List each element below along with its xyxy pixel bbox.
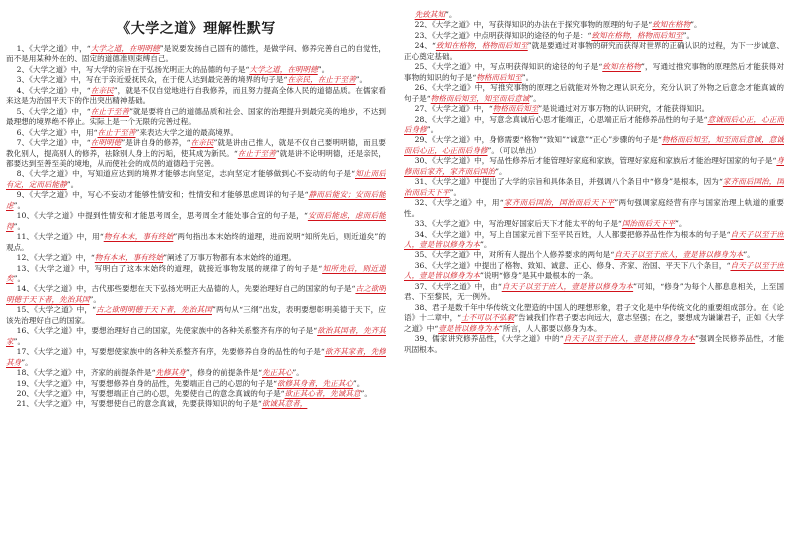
question-item [404, 31, 784, 41]
answer-text: 大学之道，在明明德 [90, 44, 160, 53]
question-text: 、《大学之道》中，写知道应达到的境界才能够志向坚定，志向坚定才能够做到心不妄动的句子是“ [21, 169, 355, 179]
question-item [6, 65, 386, 75]
answer-text: 国治而后天下平 [621, 219, 675, 229]
question-item [404, 83, 784, 104]
question-item [404, 156, 784, 177]
question-text: 、君子是数千年中华传统文化塑造的中国人的理想形象，君子文化是中华传统文化的重要组成部分。在《论语》十二章中，“ [404, 302, 784, 323]
question-text: ”。 [743, 250, 755, 260]
question-item [6, 138, 386, 169]
question-text: ”。 [682, 30, 695, 40]
question-text: 、《大学之道》中，写上自国家元首下至平民百姓，人人都要把修养品性作为根本的句子是“ [424, 229, 731, 239]
question-item [404, 334, 784, 355]
question-number: 18 [16, 368, 27, 378]
answer-text: 在明明德 [90, 138, 122, 148]
question-text: 、《大学之道》中，“ [424, 104, 493, 114]
right-column [404, 0, 784, 560]
answer-text: 在止于至善 [97, 127, 136, 137]
answer-text: 物有本末，事有终始 [94, 253, 164, 263]
question-text: 、《大学之道》中，写要想修养自身的品性，先要端正自己的心思的句子是“ [26, 378, 277, 388]
question-text: ”。 [521, 72, 534, 82]
question-item [6, 389, 386, 399]
question-number: 16 [16, 326, 27, 336]
question-text: ”。 [13, 336, 26, 346]
answer-text: 物格而后知至 [492, 104, 539, 114]
question-text: ”可知，“修身”为每个人都息息相关，上至国君、下至黎民，无一例外。 [404, 281, 784, 302]
question-number: 33 [414, 219, 425, 229]
question-text: ”。 [690, 20, 702, 30]
answer-text: 自天子以至于庶人，壹是皆以修身为本 [501, 281, 634, 291]
question-text: ”。 [317, 64, 330, 74]
question-number: 15 [16, 305, 27, 315]
question-text: ”。 [445, 10, 457, 19]
question-text: ”是说通过对万事万物的认识研究，才能获得知识。 [538, 104, 710, 114]
question-item [404, 41, 784, 62]
question-number: 6 [16, 127, 22, 137]
question-text: 、《大学之道》中点明获得知识的途径的句子是：“ [424, 30, 592, 40]
answer-text: 物格而后知至，知至而后意诚 [430, 93, 530, 103]
question-text: 、儒家讲究修养品性，《大学之道》中的“ [424, 334, 564, 344]
question-number: 38 [414, 302, 425, 312]
question-text: 、《大学之道》中，写点明获得知识的途径的句子是“ [424, 62, 603, 72]
answer-text: 先正其心 [261, 368, 293, 378]
question-number: 9 [16, 190, 22, 200]
answer-text: 在亲民，在止于至善 [287, 75, 356, 85]
answer-text: 欲治其国者，先齐其家 [6, 326, 386, 346]
question-text: 、《大学之道》中，写意念真诚后心思才能端正，心思端正后才能修养品性的句子是“ [424, 114, 708, 124]
question-text: ”。 [495, 166, 507, 176]
question-number: 1 [16, 44, 22, 53]
question-text: 、《大学之道》中提出了大学的宗旨和具体条目，并强调八个条目中“修身”是根本，因为“ [424, 177, 723, 187]
question-item [404, 135, 784, 156]
question-number: 5 [16, 106, 22, 116]
answer-text: 壹是皆以修身为本 [438, 323, 500, 333]
question-text: 、《大学之道》中提出了格物、致知、诚意、正心、修身、齐家、治国、平天下八个条目，“ [424, 260, 731, 270]
question-text: 、“ [424, 41, 436, 51]
question-text: 、《大学之道》中，写明白了这本末始终的道理，就接近事物发展的规律了的句子是“ [26, 263, 323, 273]
question-item [6, 128, 386, 138]
question-text: ”。 [292, 368, 304, 378]
answer-text: 物格而后知至 [476, 72, 522, 82]
question-number: 14 [16, 284, 27, 294]
answer-text: 欲修其身者，先正其心 [276, 378, 353, 388]
question-item [404, 250, 784, 260]
question-item [404, 219, 784, 229]
question-number: 25 [414, 62, 425, 72]
question-item [6, 44, 386, 65]
answer-text: 在止于至善 [90, 106, 130, 116]
answer-text: 先修其身 [155, 368, 186, 378]
question-number: 22 [414, 20, 425, 30]
question-text: ”。 [360, 388, 372, 398]
answer-text: 物有本末，事有终始 [103, 232, 174, 242]
question-text: ”。 [21, 357, 33, 367]
question-number: 20 [16, 388, 27, 398]
question-number: 12 [16, 253, 27, 263]
question-text: ”所言，人人都要以修身为本。 [499, 323, 602, 333]
left-question-list [6, 44, 386, 410]
question-text: 、《大学之道》中，身修需要“格物”“致知”“诚意”“正心”步骤的句子是“ [424, 135, 662, 145]
question-text: ”。 [355, 75, 368, 85]
question-item [6, 264, 386, 285]
question-text: 、《大学之道》中，写推究事物的原理之后就能对外物之理认识充分，充分认识了外物之后意念才能真诚的句子是“ [404, 83, 784, 103]
question-text: 、《大学之道》中，写治理好国家后天下才能太平的句子是“ [424, 219, 622, 229]
question-text: 、《大学之道》中，“ [21, 85, 91, 95]
question-item [404, 62, 784, 83]
answer-text: 身修而后家齐，家齐而后国治 [404, 156, 784, 176]
answer-text: 自天子以至于庶人，壹是皆以修身为本 [563, 334, 696, 344]
question-text: ”是说要发扬自己固有的德性，是做学问、修养完善自己的自觉性，而不是用某种外在的、固定的道德准则束缚自己。 [6, 44, 386, 64]
answer-text: 自天子以至于庶人，壹是皆以修身为本 [614, 250, 744, 260]
question-text: ”。 [66, 179, 79, 189]
question-number: 3 [16, 75, 22, 85]
question-number: 30 [414, 156, 425, 166]
answer-text: 欲诚其意者， [261, 399, 308, 409]
question-number: 27 [414, 104, 425, 114]
question-text: 、《大学之道》中，写要想端正自己的心思，先要使自己的意念真诚的句子是“ [26, 388, 285, 398]
question-continuation [404, 10, 784, 20]
question-number: 8 [16, 169, 22, 179]
answer-text: 欲正其心者，先诚其意 [284, 388, 361, 398]
answer-text: 致知在格物 [602, 62, 642, 72]
question-text: ”，写通过推究事物的原理然后才能获得对事物的知识的句子是“ [404, 62, 784, 82]
question-number: 7 [16, 138, 22, 148]
question-text: 、《大学之道》中，写要想使家族中的各种关系整齐有序，先要修养自身的品性的句子是“ [26, 347, 325, 357]
question-text: ”两句强调家庭经营有序与国家治理上轨道的重要性。 [404, 198, 784, 218]
question-number: 21 [16, 399, 27, 409]
answer-text: 自天子以至于庶人，壹是皆以修身为本 [404, 229, 784, 249]
question-text: 、《大学之道》中，用“ [21, 127, 98, 137]
answer-text: 自天子以至于庶人，壹是皆以修身为本 [404, 260, 784, 281]
question-number: 10 [16, 211, 27, 221]
answer-text: 在亲民 [90, 85, 114, 95]
question-text: 、《大学之道》中，用“ [26, 232, 104, 242]
answer-text: 家齐而后国治，国治而后天下平 [404, 177, 784, 197]
question-item [6, 326, 386, 347]
question-text: 、《大学之道》中，由“ [424, 281, 502, 291]
question-text: 、《大学之道》中，古代那些要想在天下弘扬光明正大品德的人，先要治理好自己的国家的句子是“ [26, 284, 356, 294]
question-item [6, 399, 386, 409]
answer-text: 安而后能虑，虑而后能得 [6, 211, 386, 231]
question-text: 、《大学之道》中，“ [26, 253, 95, 263]
question-text: 、《大学之道》中，要想治理好自己的国家，先使家族中的各种关系整齐有序的句子是“ [26, 326, 318, 336]
question-text: ”。 [13, 273, 26, 283]
question-text: ”就是讲不论明明德，还是亲民，都要达到至善至美的境地，从而使社会的成员的道德趋于完善。 [6, 148, 386, 168]
question-text: ”来表达大学之道的最高境界。 [135, 127, 239, 137]
question-number: 2 [16, 64, 22, 74]
question-item [6, 284, 386, 305]
question-text: ”强调全民修养品性，才能巩固根本。 [404, 334, 784, 354]
question-number: 4 [16, 85, 22, 95]
question-item [404, 115, 784, 136]
question-text: 、《大学之道》中，齐家的前提条件是“ [26, 368, 156, 378]
question-number: 32 [414, 198, 425, 208]
question-text: 、《大学之道》中，写要想使自己的意念真诚，先要获得知识的句子是“ [26, 399, 262, 409]
answer-text: 知止而后有定，定而后能静 [6, 169, 386, 189]
answer-text: 古之欲明明德于天下者，先治其国 [96, 305, 212, 315]
question-text: ”告诫我们作君子要志向远大，意志坚强；在之，要想成为谦谦君子，正如《大学之道》中“ [404, 313, 784, 333]
question-item [404, 261, 784, 282]
right-question-list [404, 20, 784, 355]
question-number: 36 [414, 260, 425, 270]
question-item [6, 253, 386, 263]
answer-text: 大学之道，在明明德 [249, 64, 318, 74]
question-text: 、《大学之道》中，“ [21, 44, 91, 53]
question-item [6, 347, 386, 368]
page-title: 《大学之道》理解性默写 [116, 21, 276, 37]
question-item [6, 305, 386, 326]
answer-text: 士不可以不弘毅 [461, 313, 515, 323]
question-number: 13 [16, 263, 27, 273]
question-text: ”就是要将自己的道德品质和社会、国家的治理提升到最完美的地步，不达到最理想的境界绝不停止。实际上是一个无限的完善过程。 [6, 106, 386, 127]
question-item [6, 75, 386, 85]
question-item [404, 177, 784, 198]
question-number: 23 [414, 30, 425, 40]
question-number: 19 [16, 378, 27, 388]
question-text: ”。 [13, 221, 26, 231]
answer-text: 家齐而后国治，国治而后天下平 [503, 198, 615, 208]
question-text: ”，就是不仅自觉地进行自我修养，而且努力提高全体人民的道德品质。在儒家看来这是为治国平天下的作出突出精神基础。 [6, 85, 386, 106]
answer-text: 静而后能安；安而后能虑 [6, 190, 386, 210]
answer-text: 物格而后知至，知至而后意诚，意诚而后心正，心正而后身修 [404, 135, 784, 155]
question-text: 、《大学之道》中，“ [21, 106, 91, 116]
question-text: 、《大学之道》中，“ [26, 305, 96, 315]
question-text: 、《大学之道》中提到性情安和才能思考周全，思考周全才能处事合宜的句子是，“ [26, 211, 308, 221]
question-text: 、《大学之道》中，用“ [424, 198, 504, 208]
question-text: ”阐述了万事万物都有本末始终的道理。 [163, 253, 297, 263]
question-text: ”。 [479, 239, 492, 249]
question-number: 31 [414, 177, 425, 187]
question-text: 、《大学之道》中，写心不妄动才能够性情安和；性情安和才能够思虑周详的句子是“ [21, 190, 309, 200]
question-number: 37 [414, 281, 425, 291]
question-item [404, 282, 784, 303]
question-number: 34 [414, 229, 425, 239]
answer-text: 古之欲明明德于天下者，先治其国 [6, 284, 386, 304]
question-text: ”两句指出本末始终的道理，进而说明“知所先后，则近道矣”的观点。 [6, 232, 386, 252]
question-text: ”。 [674, 219, 687, 229]
question-text: ”。 [13, 200, 26, 210]
left-column [6, 0, 386, 560]
question-text: ”两句从“三纲”出发，表明要想彰明美德于天下，应该先治理好自己的国家。 [6, 305, 386, 325]
answer-text: 致知在格物，格物而后知至 [435, 41, 528, 51]
question-text: ”就是要通过对事物的研究而获得对世界的正确认识的过程，为下一步诚意、正心奠定基础。 [404, 41, 784, 61]
question-item [6, 368, 386, 378]
question-number: 17 [16, 347, 27, 357]
question-number: 29 [414, 135, 425, 145]
question-text: 、《大学之道》中，对所有人提出个人修养要求的两句是“ [424, 250, 615, 260]
question-number: 28 [414, 114, 425, 124]
question-item [6, 211, 386, 232]
question-item [404, 198, 784, 219]
question-item [6, 190, 386, 211]
answer-text: 在止于至善 [237, 148, 276, 158]
question-text: ”，修身的前提条件是“ [185, 368, 262, 378]
answer-text: 致知在格物 [652, 20, 691, 30]
question-number: 39 [414, 334, 425, 344]
answer-text: 意诚而后心正，心正而后身修 [404, 114, 784, 134]
question-text: 、《大学之道》中，写品性修养后才能管理好家庭和家族，管理好家庭和家族后才能治理好国家的句子是“ [424, 156, 777, 166]
question-text: 、《大学之道》中，写在于亲近爱抚民众，在于使人达到最完善的境界的句子是“ [21, 75, 288, 85]
question-text: 、《大学之道》中，“ [21, 138, 91, 148]
question-number: 26 [414, 83, 425, 93]
question-number: 35 [414, 250, 425, 260]
question-item [6, 86, 386, 107]
question-text: ”。 [426, 124, 439, 134]
question-text: ”说明“修身”是其中最根本的一条。 [479, 271, 598, 281]
question-text: ”。（可以单出） [487, 145, 541, 155]
answer-text: 知所先后，则近道矣 [6, 263, 386, 283]
question-number: 24 [414, 41, 425, 51]
question-text: ”是讲自身的修养，“ [121, 138, 191, 148]
question-text: 、《大学之道》中，写获得知识的办法在于探究事物的原理的句子是“ [424, 20, 653, 30]
question-text: 、《大学之道》中，写大学的宗旨在于弘扬光明正大的品德的句子是“ [21, 64, 250, 74]
question-number: 11 [16, 232, 27, 242]
question-item [404, 20, 784, 30]
answer-text: 致知在格物，格物而后知至 [591, 30, 683, 40]
question-text: ”。 [352, 378, 365, 388]
answer-text: 在亲民 [190, 138, 214, 148]
question-item [404, 230, 784, 251]
question-text: ”。 [449, 187, 462, 197]
question-item [6, 107, 386, 128]
answer-text: 先致其知 [414, 10, 445, 19]
question-text: ”。 [89, 294, 102, 304]
question-item [404, 104, 784, 114]
question-item [6, 379, 386, 389]
question-item [6, 232, 386, 253]
question-text: ”就是讲由己推人，就是不仅自己要明明德，而且要教化别人，提高别人的修养，祛除别人身上的污垢，使其成为新民。“ [6, 138, 386, 158]
question-text: ”。 [529, 93, 541, 103]
question-item [6, 169, 386, 190]
question-item [404, 303, 784, 334]
answer-text: 欲齐其家者，先修其身 [6, 347, 386, 367]
